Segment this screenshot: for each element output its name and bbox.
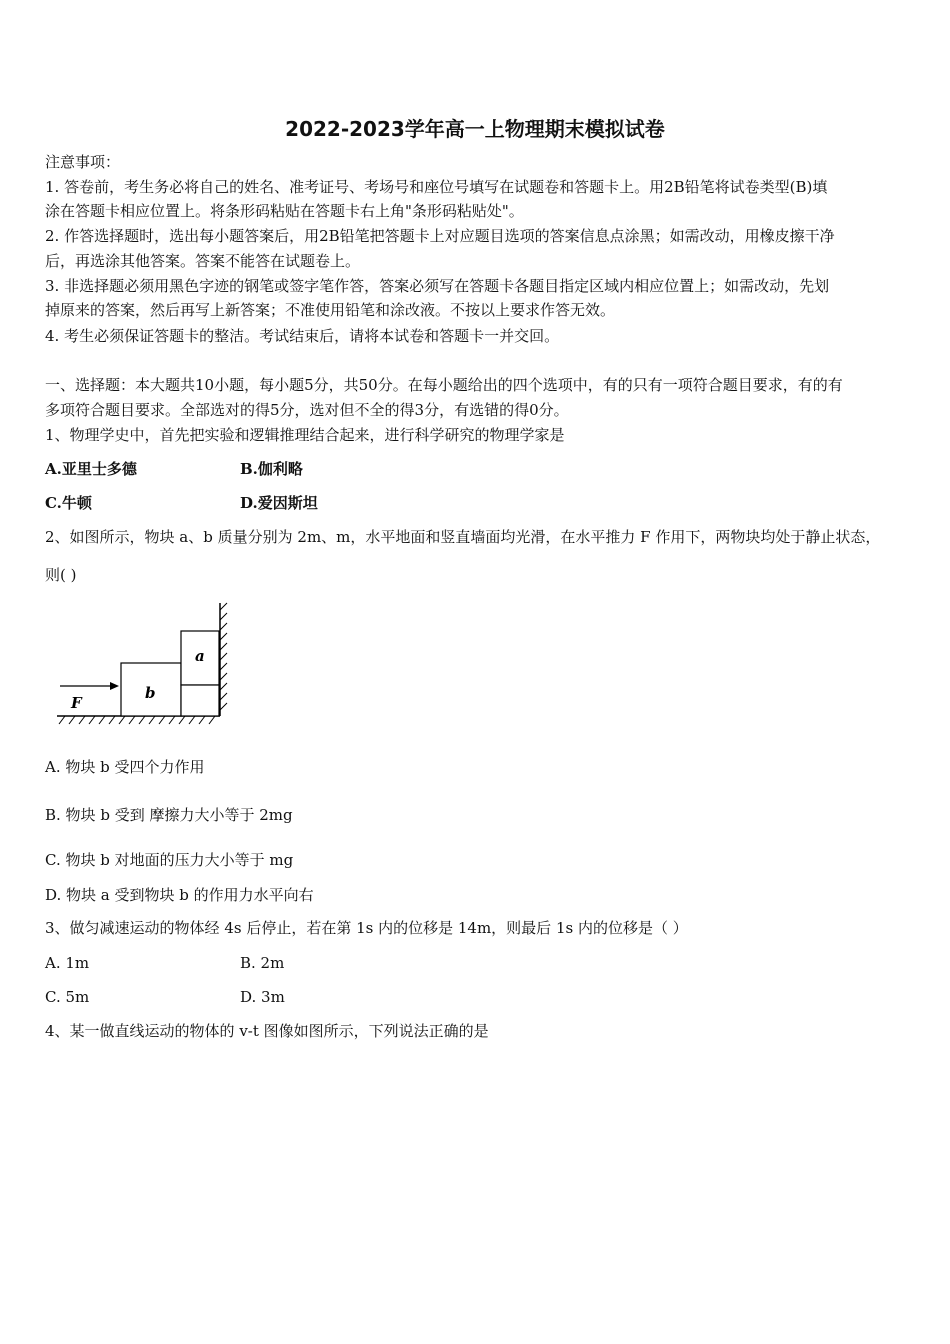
q1-option-b: B.伽利略 xyxy=(240,460,303,478)
notice-line: 1. 答卷前，考生务必将自己的姓名、准考证号、考场号和座位号填写在试题卷和答题卡上。用2B铅笔将试卷类型(B)填 xyxy=(45,178,828,196)
question-2-stem-cont: 则( ) xyxy=(45,566,77,584)
q1-option-a: A.亚里士多德 xyxy=(45,460,137,478)
question-2-stem: 2、如图所示，物块 a、b 质量分别为 2m、m，水平地面和竖直墙面均光滑，在水平推力 F 作用下，两物块均处于静止状态， xyxy=(45,528,881,546)
q2-option-a: A. 物块 b 受四个力作用 xyxy=(45,758,205,776)
q3-option-c: C. 5m xyxy=(45,988,90,1006)
notice-line: 涂在答题卡相应位置上。将条形码粘贴在答题卡右上角"条形码粘贴处"。 xyxy=(45,202,524,220)
notice-heading: 注意事项： xyxy=(45,153,121,171)
wall-hatching xyxy=(220,603,227,710)
force-arrow-head xyxy=(110,682,119,690)
notice-line: 4. 考生必须保证答题卡的整洁。考试结束后，请将本试卷和答题卡一并交回。 xyxy=(45,327,560,345)
section-instructions: 多项符合题目要求。全部选对的得5分，选对但不全的得3分，有选错的得0分。 xyxy=(45,401,569,419)
q2-option-d: D. 物块 a 受到物块 b 的作用力水平向右 xyxy=(45,886,314,904)
notice-line: 掉原来的答案，然后再写上新答案；不准使用铅笔和涂改液。不按以上要求作答无效。 xyxy=(45,301,616,319)
block-a-label: a xyxy=(195,647,205,665)
q2-option-b: B. 物块 b 受到 摩擦力大小等于 2mg xyxy=(45,806,293,824)
q3-option-b: B. 2m xyxy=(240,954,285,972)
q3-option-a: A. 1m xyxy=(45,954,90,972)
q2-option-c: C. 物块 b 对地面的压力大小等于 mg xyxy=(45,851,294,869)
block-a-lower xyxy=(181,685,219,716)
question-4-stem: 4、某一做直线运动的物体的 v-t 图像如图所示，下列说法正确的是 xyxy=(45,1022,489,1040)
q3-option-d: D. 3m xyxy=(240,988,285,1006)
block-b-label: b xyxy=(145,684,156,702)
q1-option-c: C.牛顿 xyxy=(45,494,92,512)
notice-line: 2. 作答选择题时，选出每小题答案后，用2B铅笔把答题卡上对应题目选项的答案信息点涂黑；如需改动，用橡皮擦干净 xyxy=(45,227,835,245)
notice-line: 后，再选涂其他答案。答案不能答在试题卷上。 xyxy=(45,252,361,270)
notice-line: 3. 非选择题必须用黑色字迹的钢笔或签字笔作答，答案必须写在答题卡各题目指定区域内相应位置上；如需改动，先划 xyxy=(45,277,830,295)
ground-hatching xyxy=(59,716,215,724)
section-instructions: 一、选择题：本大题共10小题，每小题5分，共50分。在每小题给出的四个选项中，有的只有一项符合题目要求，有的有 xyxy=(45,376,843,394)
force-label: F xyxy=(71,694,82,712)
exam-title: 2022-2023学年高一上物理期末模拟试卷 xyxy=(285,117,665,141)
q2-figure-blocks-diagram xyxy=(55,598,245,738)
question-3-stem: 3、做匀减速运动的物体经 4s 后停止，若在第 1s 内的位移是 14m，则最后 1s 内的位移是（ ） xyxy=(45,919,688,937)
q1-option-d: D.爱因斯坦 xyxy=(240,494,318,512)
question-1-stem: 1、物理学史中，首先把实验和逻辑推理结合起来，进行科学研究的物理学家是 xyxy=(45,426,565,444)
